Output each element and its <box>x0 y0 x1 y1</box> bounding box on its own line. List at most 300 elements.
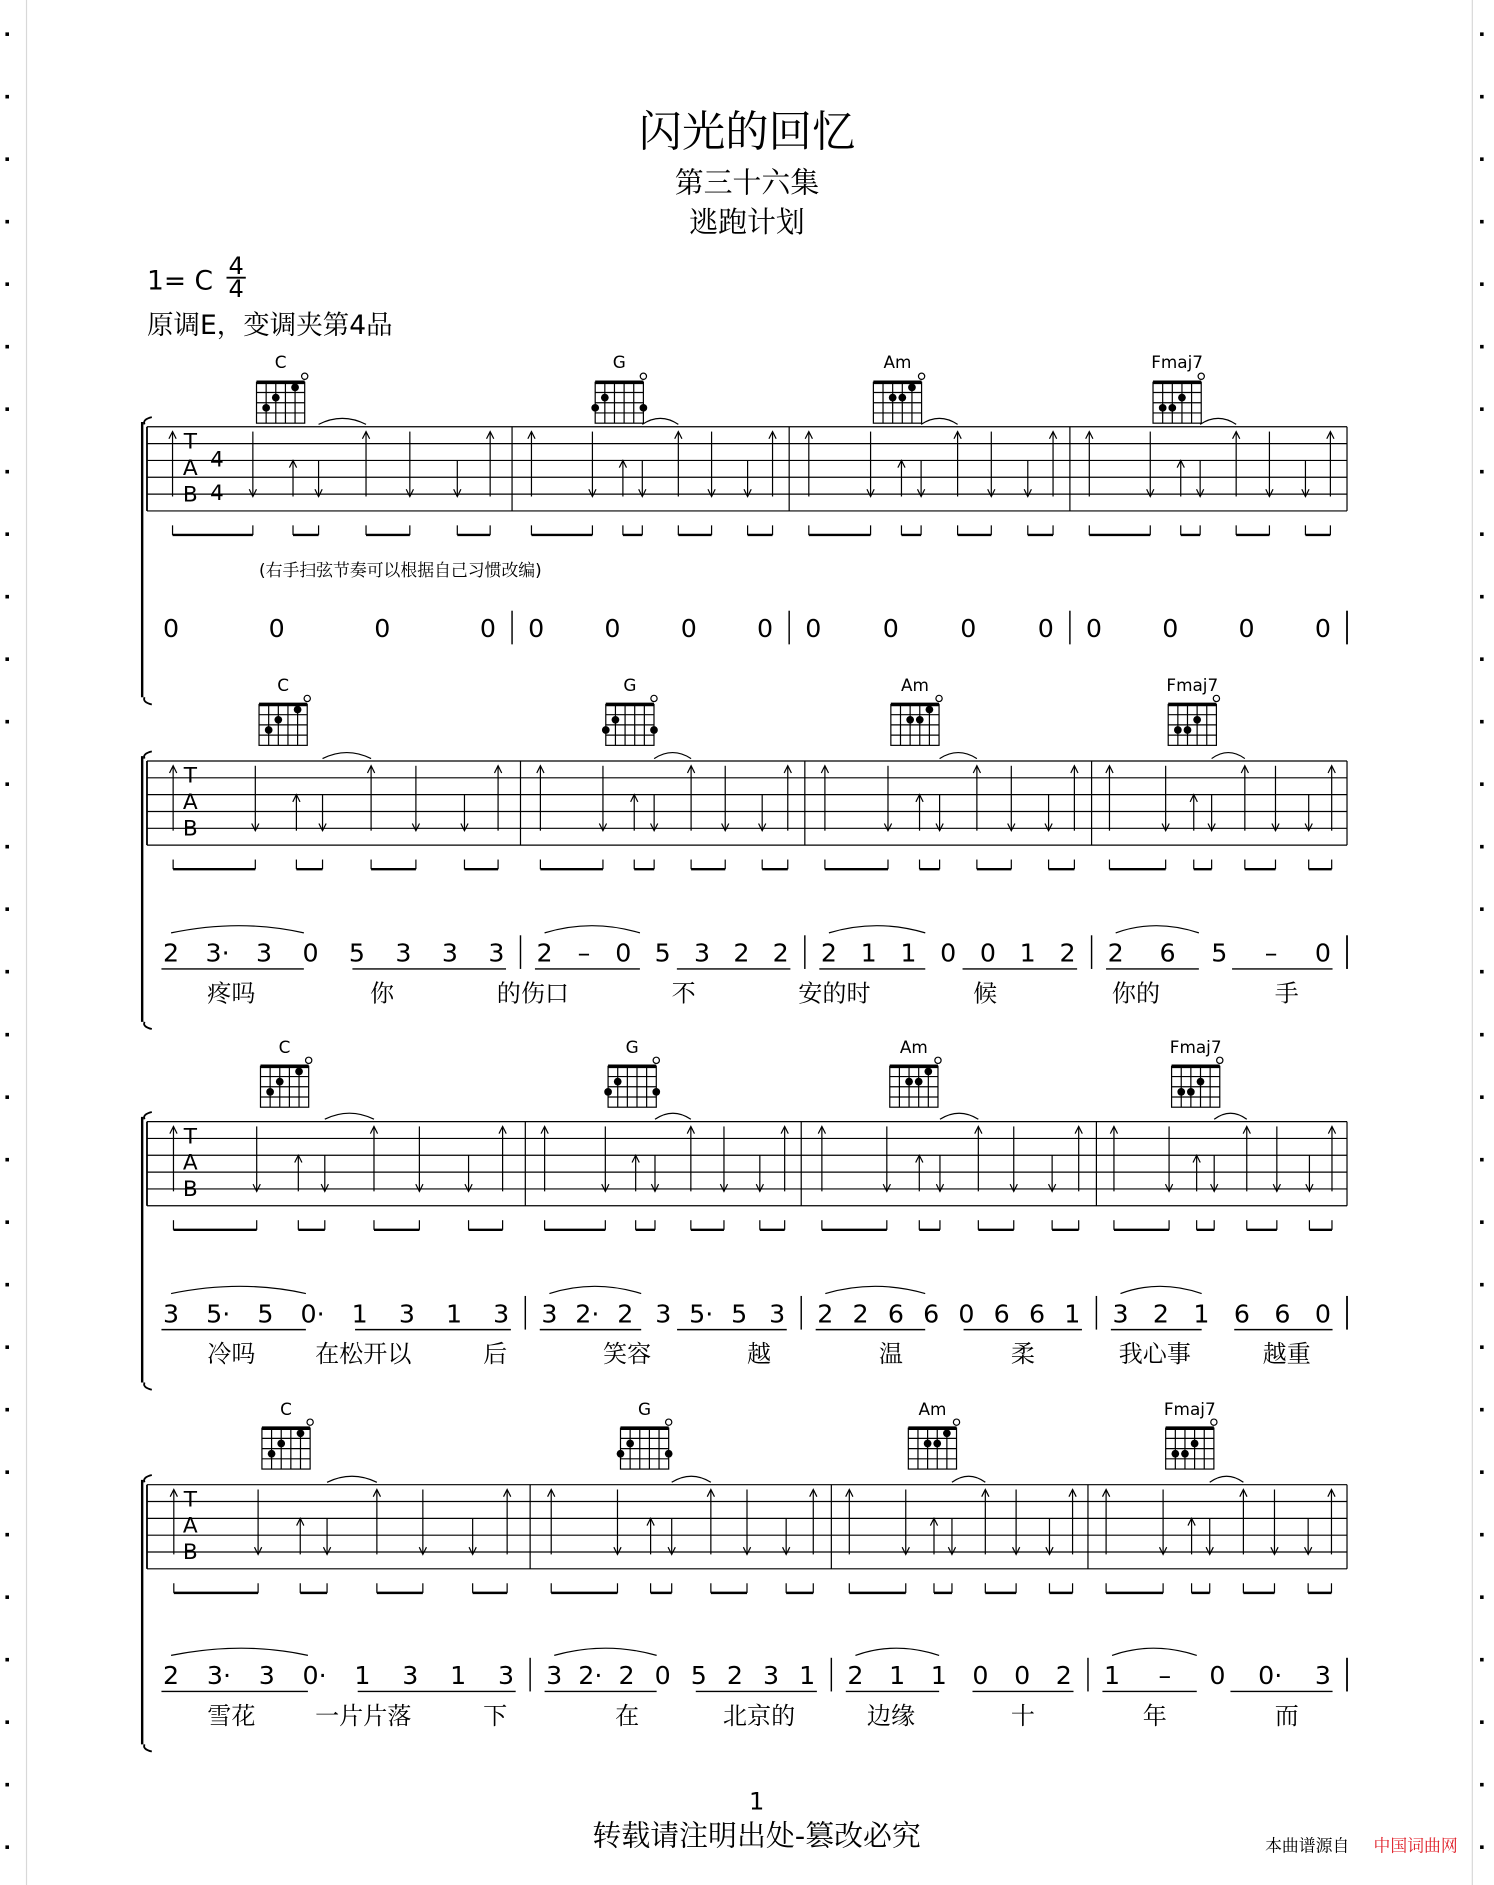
lyric-fragment: 不 <box>671 979 696 1008</box>
jianpu-notes <box>161 1648 530 1691</box>
jianpu-notes <box>163 611 512 645</box>
chord-finger-dot <box>916 716 924 724</box>
lyric-fragment: 越重 <box>1262 1340 1311 1369</box>
measure-4 <box>1102 1399 1347 1691</box>
chord-finger-dot <box>665 1450 673 1458</box>
jianpu-note: 6 <box>1233 1299 1250 1329</box>
artist-name: 逃跑计划 <box>689 205 805 240</box>
side-watermark: ▪ <box>1479 1279 1485 1289</box>
measure-2 <box>535 675 805 969</box>
chord-finger-dot <box>650 726 658 734</box>
jianpu-note: 0 <box>1085 614 1103 644</box>
chord-open-string <box>1198 373 1204 379</box>
jianpu-slur <box>829 926 925 933</box>
side-watermark: ▪ <box>4 29 10 39</box>
jianpu-notes <box>805 611 1070 645</box>
side-watermark: ▪ <box>1479 1841 1485 1851</box>
chord-finger-dot <box>274 716 282 724</box>
chord-name: Am <box>900 675 929 696</box>
jianpu-note: 3 <box>441 938 458 968</box>
system-3 <box>142 1037 1347 1390</box>
jianpu-note: 6 <box>887 1299 904 1329</box>
jianpu-note: 1 <box>354 1661 371 1691</box>
jianpu-note: 0 <box>805 614 822 644</box>
side-watermark: ▪ <box>1479 1091 1485 1101</box>
chord-finger-dot <box>1159 404 1167 412</box>
side-watermark: ▪ <box>1479 466 1485 476</box>
system-bracket-bottom <box>144 1744 152 1751</box>
jianpu-note: 2 <box>726 1661 743 1691</box>
jianpu-note: 0· <box>1258 1661 1283 1691</box>
page-number: 1 <box>748 1787 765 1816</box>
chord-open-string <box>1217 1057 1223 1063</box>
time-signature-bottom: 4 <box>228 274 244 303</box>
side-watermark: ▪ <box>1479 91 1485 101</box>
jianpu-note: 5 <box>348 938 366 968</box>
chord-diagram <box>262 1399 313 1469</box>
side-watermark: ▪ <box>4 341 10 351</box>
jianpu-note: 3 <box>693 938 711 968</box>
tab-letter: B <box>182 1177 198 1203</box>
side-watermark: ▪ <box>4 1216 10 1226</box>
chord-name: G <box>638 1398 652 1419</box>
chord-finger-dot <box>268 1450 276 1458</box>
jianpu-note: 1 <box>930 1661 947 1691</box>
chord-diagram <box>1164 1399 1217 1469</box>
chord-finger-dot <box>297 1429 305 1437</box>
side-watermark: ▪ <box>4 466 10 476</box>
time-signature-top: 4 <box>228 252 244 281</box>
jianpu-note: 0 <box>604 614 621 644</box>
jianpu-note: 0 <box>1209 1661 1226 1691</box>
jianpu-note: 3 <box>1112 1299 1129 1329</box>
side-watermark: ▪ <box>1479 1216 1485 1226</box>
chord-diagram <box>257 352 308 423</box>
lyric-fragment: 越 <box>747 1340 772 1369</box>
tab-letter: A <box>182 1513 198 1539</box>
chord-name: C <box>280 1398 292 1419</box>
chord-open-string <box>653 1057 659 1063</box>
jianpu-note: 2 <box>817 1299 834 1329</box>
chord-open-string <box>304 695 310 701</box>
jianpu-note: 1 <box>1064 1299 1081 1329</box>
jianpu-note: 2· <box>575 1299 600 1329</box>
system-4 <box>142 1399 1347 1752</box>
jianpu-note: – <box>1264 938 1278 968</box>
chord-finger-dot <box>626 1440 634 1448</box>
chord-finger-dot <box>617 1450 625 1458</box>
side-watermark: ▪ <box>4 1716 10 1726</box>
jianpu-note: 0 <box>163 614 180 644</box>
strum-tie <box>1210 1476 1244 1482</box>
chord-diagram <box>1170 1037 1223 1107</box>
jianpu-notes <box>540 1286 801 1329</box>
chord-finger-dot <box>905 1078 913 1086</box>
lyrics-line <box>207 1340 1311 1368</box>
jianpu-note: 0 <box>1314 1299 1331 1329</box>
lyric-fragment: 温 <box>878 1340 904 1369</box>
tab-letter: B <box>182 482 198 508</box>
jianpu-note: 3 <box>488 938 505 968</box>
jianpu-note: 3 <box>655 1299 672 1329</box>
jianpu-note: 0 <box>757 614 774 644</box>
side-watermark: ▪ <box>4 1029 10 1039</box>
side-watermark: ▪ <box>1479 904 1485 914</box>
chord-open-string <box>918 373 924 379</box>
tab-letter: A <box>182 790 198 816</box>
jianpu-note: 0 <box>680 614 697 644</box>
jianpu-note: 1 <box>446 1299 463 1329</box>
lyric-fragment: 疼吗 <box>207 979 256 1008</box>
chord-name: Fmaj7 <box>1151 351 1204 372</box>
chord-finger-dot <box>933 1440 941 1448</box>
side-watermark: ▪ <box>1479 154 1485 164</box>
jianpu-note: 2 <box>618 1661 635 1691</box>
system-bracket-top <box>144 751 152 758</box>
side-watermark: ▪ <box>1479 779 1485 789</box>
jianpu-note: 5· <box>689 1299 714 1329</box>
strum-note: (右手扫弦节奏可以根据自己习惯改编) <box>259 559 542 580</box>
lyric-fragment: 笑容 <box>603 1340 652 1369</box>
lyric-fragment: 你的 <box>1111 979 1161 1008</box>
jianpu-note: 0 <box>979 938 997 968</box>
tab-letter: T <box>183 1124 197 1150</box>
chord-finger-dot <box>295 1068 303 1076</box>
jianpu-note: 3 <box>769 1299 786 1329</box>
chord-finger-dot <box>1181 1450 1189 1458</box>
jianpu-note: 0 <box>302 938 319 968</box>
chord-finger-dot <box>943 1429 951 1437</box>
jianpu-note: 0 <box>479 614 497 644</box>
side-watermark: ▪ <box>4 841 10 851</box>
strum-tie <box>1212 753 1245 759</box>
strum-tie <box>952 1476 985 1482</box>
jianpu-notes <box>846 1648 1088 1691</box>
jianpu-notes <box>1102 1648 1347 1691</box>
measure-3 <box>819 675 1091 969</box>
jianpu-note: 1 <box>1019 938 1036 968</box>
source-site-link[interactable]: 中国词曲网 <box>1373 1835 1458 1856</box>
side-watermark: ▪ <box>1479 841 1485 851</box>
jianpu-note: 0 <box>654 1661 671 1691</box>
jianpu-note: 0· <box>300 1299 325 1329</box>
jianpu-note: 3 <box>402 1661 419 1691</box>
jianpu-note: 3 <box>398 1299 415 1329</box>
jianpu-note: 3 <box>163 1299 180 1329</box>
jianpu-note: 3 <box>255 938 273 968</box>
side-watermark: ▪ <box>4 279 10 289</box>
side-watermark: ▪ <box>1479 716 1485 726</box>
jianpu-slur <box>171 1648 308 1655</box>
jianpu-note: 6 <box>993 1299 1010 1329</box>
jianpu-note: 3 <box>258 1661 275 1691</box>
chord-name: Am <box>883 351 912 372</box>
side-watermark: ▪ <box>1479 341 1485 351</box>
measure-1 <box>161 675 520 969</box>
jianpu-note: 1 <box>900 938 917 968</box>
side-watermark: ▪ <box>1479 1154 1485 1164</box>
side-watermark: ▪ <box>1479 1779 1485 1789</box>
lyric-fragment: 手 <box>1274 979 1299 1008</box>
album-name: 第三十六集 <box>674 165 820 200</box>
jianpu-slur <box>554 1648 656 1655</box>
jianpu-slur <box>545 926 640 933</box>
jianpu-note: 6 <box>1028 1299 1046 1329</box>
jianpu-note: 0 <box>972 1661 989 1691</box>
measure-1 <box>161 1399 530 1691</box>
side-watermark: ▪ <box>4 904 10 914</box>
chord-name: Fmaj7 <box>1169 1037 1222 1058</box>
tab-letter: A <box>182 1150 198 1176</box>
measure-3 <box>816 1037 1097 1329</box>
side-watermark: ▪ <box>4 1279 10 1289</box>
chord-finger-dot <box>1193 716 1201 724</box>
jianpu-slur <box>1112 1648 1197 1655</box>
side-watermark: ▪ <box>1479 29 1485 39</box>
side-watermark: ▪ <box>4 1529 10 1539</box>
side-watermark: ▪ <box>1479 1529 1485 1539</box>
chord-open-string <box>953 1419 959 1425</box>
side-watermark: ▪ <box>1479 1341 1485 1351</box>
jianpu-note: – <box>1158 1661 1172 1691</box>
jianpu-note: 2 <box>772 938 789 968</box>
chord-finger-dot <box>272 394 280 402</box>
strum-tie <box>921 418 957 424</box>
jianpu-note: 0 <box>374 614 391 644</box>
jianpu-note: 2· <box>578 1661 603 1691</box>
side-watermark: ▪ <box>4 404 10 414</box>
strum-tie <box>655 1113 691 1119</box>
jianpu-note: 6 <box>923 1299 940 1329</box>
side-watermark: ▪ <box>4 1091 10 1101</box>
jianpu-note: 6 <box>1274 1299 1291 1329</box>
chord-open-string <box>1213 695 1219 701</box>
lyric-fragment: 而 <box>1274 1701 1299 1730</box>
chord-diagram <box>602 675 658 745</box>
chord-finger-dot <box>1184 726 1192 734</box>
system-bracket-bottom <box>144 697 152 704</box>
side-watermark: ▪ <box>1479 1591 1485 1601</box>
chord-finger-dot <box>1171 1450 1179 1458</box>
side-watermark: ▪ <box>1479 1716 1485 1726</box>
measure-2 <box>540 1037 801 1329</box>
side-watermark: ▪ <box>4 779 10 789</box>
strum-tie <box>1214 1113 1247 1119</box>
lyric-fragment: 柔 <box>1010 1340 1035 1369</box>
jianpu-slur <box>855 1648 939 1655</box>
jianpu-notes <box>1106 926 1347 969</box>
side-watermark: ▪ <box>1479 1466 1485 1476</box>
chord-name: Fmaj7 <box>1163 1398 1216 1419</box>
jianpu-note: 2 <box>163 938 180 968</box>
tab-letter: B <box>182 1540 198 1566</box>
lyric-fragment: 在 <box>615 1701 640 1730</box>
jianpu-notes <box>1111 1286 1347 1329</box>
jianpu-note: 0 <box>960 614 977 644</box>
jianpu-note: 1 <box>1193 1299 1210 1329</box>
jianpu-note: 0 <box>958 1299 975 1329</box>
chord-diagram <box>591 352 647 423</box>
jianpu-note: – <box>577 938 591 968</box>
strum-tie <box>940 1113 978 1119</box>
chord-diagram <box>891 675 942 745</box>
system-bracket-top <box>144 1475 152 1482</box>
side-watermark: ▪ <box>4 1341 10 1351</box>
lyric-fragment: 边缘 <box>866 1701 916 1730</box>
chord-finger-dot <box>265 726 273 734</box>
chord-open-string <box>666 1419 672 1425</box>
system-bracket-bottom <box>144 1382 152 1389</box>
system-bracket-top <box>144 1112 152 1119</box>
jianpu-note: 2 <box>1107 938 1124 968</box>
chord-open-string <box>1211 1419 1217 1425</box>
song-title: 闪光的回忆 <box>638 107 856 158</box>
lyric-fragment: 的伤口 <box>496 979 570 1008</box>
copyright-notice: 转载请注明出处-篡改必究 <box>592 1818 921 1853</box>
chord-finger-dot <box>276 1078 284 1086</box>
jianpu-note: 5· <box>206 1299 231 1329</box>
chord-open-string <box>651 695 657 701</box>
strum-tie <box>1200 418 1236 424</box>
jianpu-note: 2 <box>163 1661 180 1691</box>
chord-open-string <box>640 373 646 379</box>
chord-diagram <box>908 1399 959 1469</box>
chord-finger-dot <box>915 1078 923 1086</box>
side-watermark: ▪ <box>1479 1029 1485 1039</box>
lyric-fragment: 北京的 <box>722 1701 796 1730</box>
lyrics-line <box>207 1702 1299 1730</box>
side-watermark: ▪ <box>1479 966 1485 976</box>
side-watermark: ▪ <box>1479 654 1485 664</box>
chord-diagram <box>260 1037 311 1107</box>
jianpu-slur <box>171 1286 306 1293</box>
jianpu-note: 2 <box>617 1299 634 1329</box>
jianpu-note: 3 <box>493 1299 510 1329</box>
jianpu-note: 0 <box>882 614 899 644</box>
tab-letter: A <box>182 455 198 481</box>
tab-letter: B <box>182 816 198 842</box>
side-watermark: ▪ <box>4 966 10 976</box>
jianpu-note: 5 <box>690 1661 707 1691</box>
jianpu-note: 1 <box>889 1661 906 1691</box>
chord-finger-dot <box>1177 1088 1185 1096</box>
chord-finger-dot <box>640 404 648 412</box>
measure-4 <box>1086 352 1347 644</box>
jianpu-note: 0 <box>1162 614 1179 644</box>
tab-time-signature: 4 <box>209 447 224 473</box>
jianpu-note: 6 <box>1159 938 1176 968</box>
jianpu-notes <box>535 926 805 969</box>
chord-name: Fmaj7 <box>1166 675 1219 696</box>
jianpu-note: 1 <box>1104 1661 1121 1691</box>
chord-finger-dot <box>1187 1088 1195 1096</box>
jianpu-notes <box>1086 611 1347 645</box>
side-watermark: ▪ <box>4 654 10 664</box>
chord-name: C <box>274 351 287 372</box>
jianpu-notes <box>819 926 1091 969</box>
chord-finger-dot <box>889 394 897 402</box>
chord-finger-dot <box>604 1088 612 1096</box>
system-2 <box>142 675 1347 1029</box>
jianpu-note: 0· <box>302 1661 327 1691</box>
chord-finger-dot <box>926 706 934 714</box>
system-bracket-top <box>144 417 152 424</box>
lyric-fragment: 在松开以 <box>315 1340 412 1369</box>
jianpu-note: 5 <box>1211 938 1228 968</box>
lyric-fragment: 冷吗 <box>207 1340 256 1369</box>
chord-diagram <box>890 1037 941 1107</box>
jianpu-note: 5 <box>731 1299 748 1329</box>
side-watermark: ▪ <box>4 1154 10 1164</box>
lyric-fragment: 安的时 <box>798 979 871 1008</box>
chord-name: G <box>625 1037 639 1058</box>
chord-finger-dot <box>277 1440 285 1448</box>
key-signature: 1= C <box>146 265 213 297</box>
strum-tie <box>323 753 372 759</box>
side-watermark: ▪ <box>4 529 10 539</box>
capo-note: 原调E，变调夹第4品 <box>146 310 393 342</box>
jianpu-note: 3 <box>1314 1661 1331 1691</box>
chord-diagram <box>873 352 924 423</box>
side-watermark: ▪ <box>4 1404 10 1414</box>
measure-4 <box>1106 675 1347 969</box>
jianpu-note: 1 <box>450 1661 467 1691</box>
system-1 <box>142 352 1347 705</box>
chord-name: C <box>277 675 290 696</box>
jianpu-note: 2 <box>733 938 750 968</box>
lyric-fragment: 我心事 <box>1118 1340 1191 1369</box>
jianpu-note: 0 <box>1037 614 1054 644</box>
system-bracket-bottom <box>144 1022 152 1029</box>
measure-2 <box>528 352 789 644</box>
jianpu-notes <box>528 611 789 645</box>
jianpu-note: 0 <box>1238 614 1255 644</box>
strum-tie <box>654 753 691 759</box>
jianpu-slur <box>171 926 304 933</box>
jianpu-slur <box>1121 1286 1202 1293</box>
jianpu-note: 0 <box>615 938 632 968</box>
measure-3 <box>846 1399 1088 1691</box>
lyric-fragment: 候 <box>973 979 998 1008</box>
chord-name: Am <box>918 1398 947 1419</box>
chord-finger-dot <box>601 394 609 402</box>
side-watermark: ▪ <box>1479 404 1485 414</box>
jianpu-notes <box>545 1648 832 1691</box>
chord-finger-dot <box>652 1088 660 1096</box>
chord-diagram <box>259 675 310 745</box>
side-watermark: ▪ <box>4 154 10 164</box>
strum-tie <box>672 1476 711 1482</box>
chord-name: G <box>612 351 626 372</box>
jianpu-note: 2 <box>1152 1299 1170 1329</box>
tab-letter: T <box>183 429 197 455</box>
jianpu-note: 5 <box>257 1299 274 1329</box>
lyric-fragment: 下 <box>483 1701 508 1730</box>
jianpu-note: 2 <box>847 1661 864 1691</box>
source-label: 本曲谱源自 <box>1265 1835 1350 1856</box>
strum-tie <box>319 418 366 424</box>
side-watermark: ▪ <box>1479 279 1485 289</box>
jianpu-note: 0 <box>1014 1661 1031 1691</box>
jianpu-note: 2 <box>820 938 837 968</box>
chord-finger-dot <box>266 1088 274 1096</box>
side-watermark: ▪ <box>1479 1404 1485 1414</box>
jianpu-note: 2 <box>1055 1661 1072 1691</box>
chord-finger-dot <box>924 1068 932 1076</box>
chord-open-string <box>306 1057 312 1063</box>
jianpu-slur <box>825 1286 925 1293</box>
chord-finger-dot <box>908 384 916 392</box>
